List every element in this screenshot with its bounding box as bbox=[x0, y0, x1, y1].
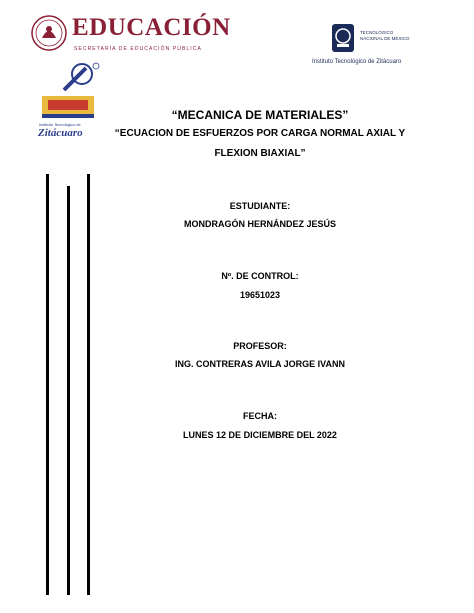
tecnm-logo bbox=[312, 22, 448, 66]
itz-logo bbox=[34, 60, 104, 140]
sep-logo bbox=[30, 12, 230, 58]
itz-name: Zitácuaro bbox=[38, 127, 83, 139]
decorative-line bbox=[87, 174, 90, 595]
control-number: 19651023 bbox=[239, 290, 281, 300]
student-label: ESTUDIANTE: bbox=[229, 201, 291, 211]
document-subtitle-line-1: “ECUACION DE ESFUERZOS POR CARGA NORMAL AXIAL Y bbox=[114, 128, 406, 139]
itz-emblem-icon bbox=[34, 60, 104, 122]
student-name: MONDRAGÓN HERNÁNDEZ JESÚS bbox=[183, 219, 336, 229]
decorative-line bbox=[46, 174, 49, 595]
date-label: FECHA: bbox=[243, 411, 277, 421]
sep-subtitle: SECRETARÍA DE EDUCACIÓN PÚBLICA bbox=[74, 46, 202, 52]
control-number-label: Nº. DE CONTROL: bbox=[221, 271, 299, 281]
tecnm-campus: Instituto Tecnológico de Zitácuaro bbox=[312, 59, 402, 65]
sep-title: EDUCACIÓN bbox=[72, 14, 231, 41]
itz-small-text: Instituto Tecnológico de bbox=[39, 122, 81, 127]
tecnm-name: TECNOLÓGICO NACIONAL DE MÉXICO bbox=[360, 30, 410, 41]
professor-label: PROFESOR: bbox=[233, 341, 287, 351]
professor-name: ING. CONTRERAS AVILA JORGE IVANN bbox=[174, 359, 345, 369]
decorative-line bbox=[67, 186, 70, 595]
date-value: LUNES 12 DE DICIEMBRE DEL 2022 bbox=[183, 430, 337, 440]
tecnm-emblem-icon bbox=[330, 22, 356, 54]
document-subtitle-line-2: FLEXION BIAXIAL” bbox=[214, 148, 306, 159]
mexico-seal-icon bbox=[30, 12, 68, 54]
document-title: “MECANICA DE MATERIALES” bbox=[171, 108, 349, 122]
